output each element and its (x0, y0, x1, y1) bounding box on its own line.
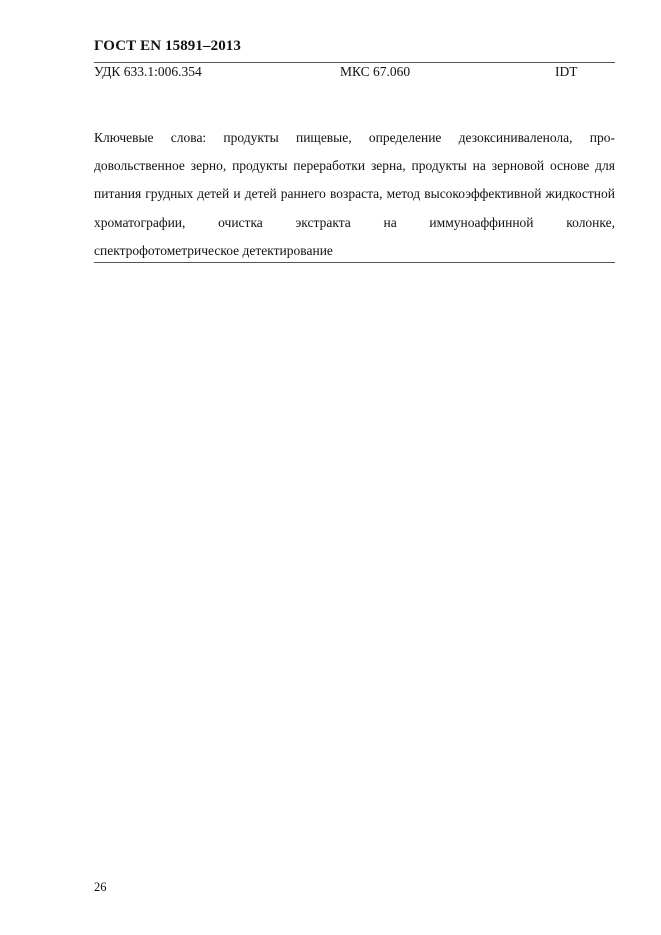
keywords-paragraph: Ключевые слова: продукты пищевые, определение дезоксиниваленола, продовольственное зерно, продукты переработки зерна, продукты на зерновой основе для питания грудных детей и детей раннего возраста, метод высокоэффективной жидкостной хроматографии, очистка экстракта на иммуноаффинной колонке, спектрофотометрическое детектирование (94, 130, 615, 258)
udk-code: УДК 633.1:006.354 (94, 64, 202, 79)
idt-marker: IDT (555, 64, 578, 79)
keywords-rule (94, 262, 615, 263)
standard-title: ГОСТ EN 15891–2013 (94, 38, 241, 54)
classification-row (94, 64, 615, 82)
header-rule (94, 62, 615, 63)
mks-code: МКС 67.060 (340, 64, 411, 79)
page-number: 26 (94, 880, 107, 894)
